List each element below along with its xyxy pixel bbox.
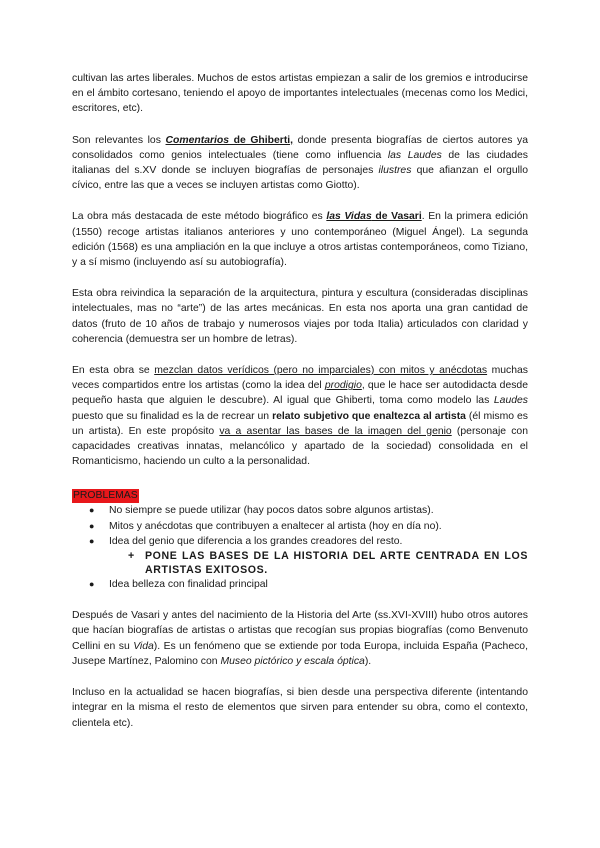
spacer [72,669,528,685]
text-run: ). [364,655,372,667]
text-run: puesto que su finalidad es la de recrear un [72,410,273,422]
laudes-term: las Laudes [387,149,442,161]
paragraph-actualidad: Incluso en la actualidad se hacen biografías, si bien desde una perspectiva diferente (intentando integrar en la misma el resto de elementos que sirven para entender su obra, como el contexto, clientela etc). [72,687,528,729]
problems-heading: PROBLEMAS [73,490,138,502]
spacer [72,193,528,209]
text-run: Son relevantes los [72,134,166,146]
list-item: ● Mitos y anécdotas que contribuyen a enaltecer al artista (hoy en día no). [72,519,528,534]
text-run: En esta obra se [72,365,155,377]
vida-title: Vida [133,640,154,652]
text-run: (él mismo es un artista). En este propósito [72,410,528,437]
sub-list-item: + PONE LAS BASES DE LA HISTORIA DEL ARTE CENTRADA EN LOS ARTISTAS EXITOSOS. [128,550,528,577]
text-run: , que le hace ser autodidacta desde pequeño hasta que alguien le descubre). Al igual que Ghiberti, toma como modelo las [72,380,528,407]
paragraph-otros-autores [72,608,528,669]
prodigio-term: prodigio [324,380,362,392]
text-run: muchas veces compartidos entre los artistas (como la idea del [72,365,528,392]
underlined-phrase: va a asentar las bases de la imagen del genio [219,425,452,437]
sub-list [109,549,528,577]
list-item: ● Idea belleza con finalidad principal [72,577,528,592]
text-run: donde presenta biografías de ciertos autores ya consolidados como genios intelectuales (tiene como influencia [72,134,529,161]
paragraph-intro: cultivan las artes liberales. Muchos de estos artistas empiezan a salir de los gremios e introducirse en el ámbito cortesano, teniendo el apoyo de importantes intelectuales (mecenas como los Medici, escritores, etc). [72,73,528,115]
text-run: . En la primera edición (1550) recoge artistas italianos anteriores y uno contemporáneo (Miguel Ángel). La segunda edición (1568) es una ampliación en la que incluye a otros artistas contemporáneos, como Tiziano, y a sí mismo (incluyendo así su autobiografía). [72,211,528,269]
vidas-title: las Vidas [326,211,372,223]
bullet-icon: ● [89,520,95,531]
vasari-name: de Vasari [371,211,422,223]
document-page [72,71,528,731]
spacer [72,592,528,608]
problems-section [72,485,528,592]
bullet-icon: ● [89,579,95,590]
text-run: La obra más destacada de este método biográfico es [72,211,327,223]
spacer [72,469,528,485]
laudes-term: Laudes [493,395,528,407]
text-run: que afianzan el orgullo cívico, entre las que a veces se incluyen artistas como Giotto). [72,165,528,192]
paragraph-separacion: Esta obra reivindica la separación de la arquitectura, pintura y escultura (consideradas disciplinas intelectuales, mas no “arte”) de las artes mecánicas. En esta nos aporta una gran cantidad de datos (fruto de 10 años de trabajo y numerosos viajes por toda Italia) articulados con claridad y coherencia (demuestra ser un hombre de letras). [72,288,528,345]
text-run: (personaje con capacidades creativas innatas, melancólico y apartado de la sociedad) consolidada en el Romanticismo, haciendo un culto a la personalidad. [72,425,528,468]
comentarios-title: Comentarios [165,134,230,146]
text-run: Después de Vasari y antes del nacimiento de la Historia del Arte (ss.XVI-XVIII) hubo otros autores que hacían biografías de artistas o artistas que recogían sus propias biografías (como Benvenuto Cellini en su [72,610,528,652]
underlined-phrase: mezclan datos verídicos (pero no imparciales) con mitos y anécdotas [154,365,488,377]
list-item: ● No siempre se puede utilizar (hay pocos datos sobre algunos artistas). [72,503,528,518]
plus-icon: + [128,550,135,563]
spacer [72,117,528,133]
paragraph-ghiberti [72,133,528,194]
bold-phrase: relato subjetivo que enaltezca al artista [272,410,466,422]
text-run: de las ciudades italianas del s.XV donde se incluyen biografías de personajes [72,149,528,177]
problems-list [72,503,528,592]
paragraph-mitos [72,363,528,469]
spacer [72,270,528,286]
text-run: ). Es un fenómeno que se extiende por toda Europa, incluida España (Pacheco, Jusepe Martínez, Palomino con [72,640,528,667]
spacer [72,347,528,363]
bullet-icon: ● [89,535,95,546]
bullet-icon: ● [89,505,95,516]
paragraph-vasari [72,209,528,270]
ilustres-term: ilustres [378,165,412,177]
list-item: ● Idea del genio que diferencia a los grandes creadores del resto. + PONE LAS BASES DE LA HISTORIA DEL ARTE CENTRADA EN LOS ARTISTAS EXITOSOS. [89,535,528,577]
ghiberti-name: de Ghiberti, [229,134,294,146]
museo-title: Museo pictórico y escala óptica [220,655,365,667]
